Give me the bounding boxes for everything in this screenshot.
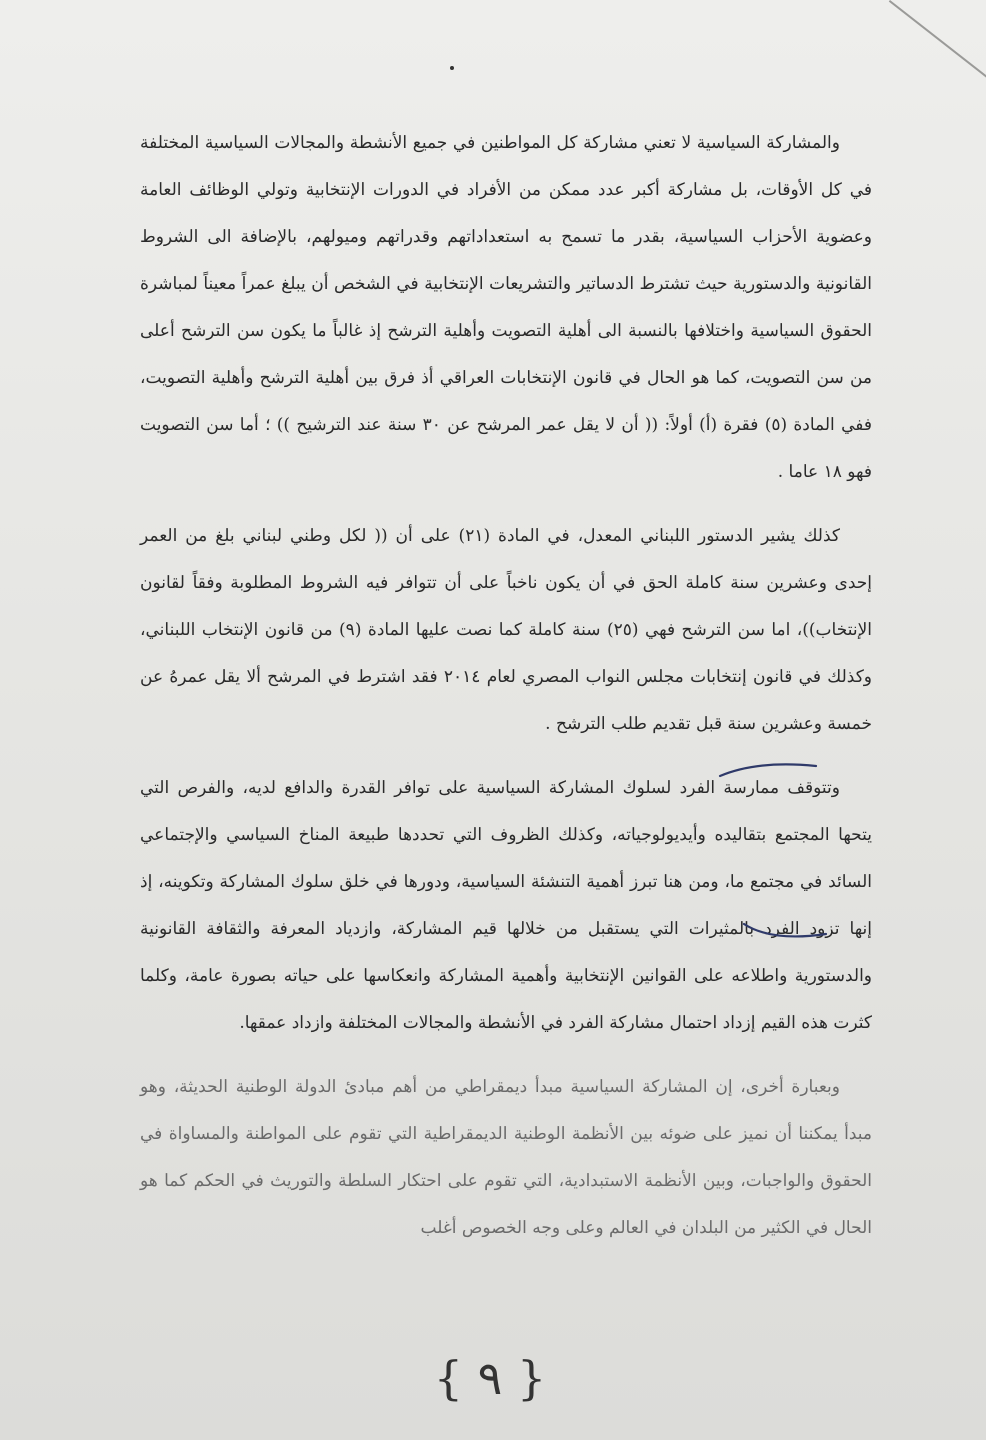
- paper-fold-line: [889, 0, 986, 100]
- paragraph-1: والمشاركة السياسية لا تعني مشاركة كل المواطنين في جميع الأنشطة والمجالات السياسية المختلفة في كل الأوقات، بل مشاركة أكبر عدد ممكن من الأفراد في الدورات الإنتخابية وتولي الوظائف العامة وعضوية الأحزاب السياسية، بقدر ما تسمح به استعداداتهم وقدراتهم وميولهم، بالإضافة الى الشروط القانونية والدستورية حيث تشترط الدساتير والتشريعات الإنتخابية في الشخص أن يبلغ عمراً معيناً لمباشرة الحقوق السياسية واختلافها بالنسبة الى أهلية التصويت وأهلية الترشح إذ غالباً ما يكون سن الترشح أعلى من سن التصويت، كما هو الحال في قانون الإنتخابات العراقي أذ فرق بين أهلية الترشح وأهلية التصويت، ففي المادة (٥) فقرة (أ) أولاً: (( أن لا يقل عمر المرشح عن ٣٠ سنة عند الترشيح )) ؛ أما سن التصويت فهو ١٨ عاما .: [140, 133, 872, 482]
- page-number: { ٩ }: [433, 1351, 547, 1405]
- pen-underline-mark-2: [742, 918, 828, 942]
- ink-dot: [450, 66, 454, 70]
- paragraph-4: وبعبارة أخرى، إن المشاركة السياسية مبدأ ديمقراطي من أهم مبادئ الدولة الوطنية الحديثة، وهو مبدأ يمكننا أن نميز على ضوئه بين الأنظمة الوطنية الديمقراطية التي تقوم على المواطنة والمساواة في الحقوق والواجبات، وبين الأنظمة الاستبدادية، التي تقوم على احتكار السلطة والتوريث في الحكم كما هو الحال في الكثير من البلدان في العالم وعلى وجه الخصوص أغلب: [140, 1077, 872, 1238]
- paragraph-3: وتتوقف ممارسة الفرد لسلوك المشاركة السياسية على توافر القدرة والدافع لديه، والفرص التي يتحها المجتمع بتقاليده وأيديولوجياته، وكذلك الظروف التي تحددها طبيعة المناخ السياسي والإجتماعي السائد في مجتمع ما، ومن هنا تبرز أهمية التنشئة السياسية، ودورها في خلق سلوك المشاركة وتكوينه، إذ إنها تزود الفرد بالمثيرات التي يستقبل من خلالها قيم المشاركة، وازدياد المعرفة والثقافة القانونية والدستورية واطلاعه على القوانين الإنتخابية وأهمية المشاركة وانعكاسها على حياته بصورة عامة، وكلما كثرت هذه القيم إزداد احتمال مشاركة الفرد في الأنشطة والمجالات المختلفة وازداد عمقها.: [140, 778, 872, 1033]
- paragraph-2: كذلك يشير الدستور اللبناني المعدل، في المادة (٢١) على أن (( لكل وطني لبناني بلغ من العمر إحدى وعشرين سنة كاملة الحق في أن يكون ناخباً على أن تتوافر فيه الشروط المطلوبة وفقاً لقانون الإنتخاب))، اما سن الترشح فهي (٢٥) سنة كاملة كما نصت عليها المادة (٩) من قانون الإنتخاب اللبناني، وكذلك في قانون إنتخابات مجلس النواب المصري لعام ٢٠١٤ فقد اشترط في المرشح ألا يقل عمرهُ عن خمسة وعشرين سنة قبل تقديم طلب الترشح .: [140, 526, 872, 734]
- document-body: [140, 120, 872, 1269]
- pen-underline-mark: [718, 758, 818, 780]
